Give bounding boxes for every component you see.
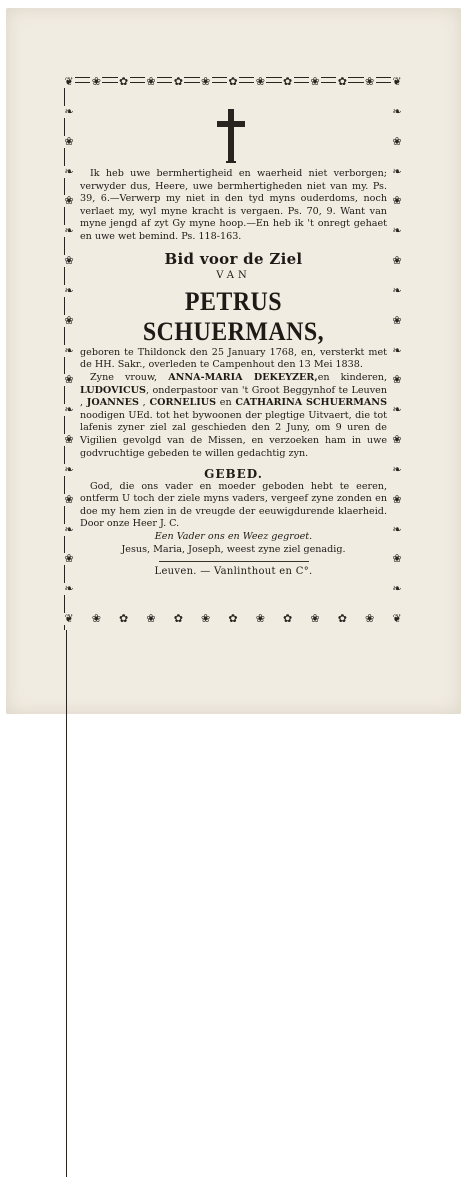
prayer-closing: Een Vader ons en Weez gegroet. [154, 531, 313, 543]
floral-ornament-icon: ❧ [392, 164, 402, 178]
floral-ornament-icon: ❧ [392, 224, 402, 238]
floral-ornament-icon: ❦ [392, 75, 402, 88]
floral-ornament-icon: ✿ [173, 75, 183, 88]
border-right [64, 630, 67, 1177]
floral-ornament-icon: ❀ [392, 194, 402, 208]
card-text [80, 168, 387, 579]
floral-ornament-icon: ❀ [64, 433, 74, 446]
child-role: , onderpastoor van 't Groot Beggynhof te Leuven , [80, 384, 387, 409]
family-announcement [80, 372, 387, 460]
floral-ornament-icon: ❀ [310, 75, 320, 88]
floral-ornament-icon: ❧ [64, 582, 74, 596]
floral-ornament-icon: ❧ [64, 462, 74, 476]
floral-ornament-icon: ❀ [392, 433, 402, 446]
floral-ornament-icon: ✿ [337, 612, 347, 625]
prayer-text: God, die ons vader en moeder geboden hebt te eeren, ontferm U toch der ziele myns vaders, vergeef zyne zonden en doe my hem zien in de vreugde der eeuwigdurende klaerheid. Door onze Heer J. C. [80, 480, 387, 530]
floral-ornament-icon: ❀ [392, 254, 402, 267]
floral-ornament-icon: ✿ [228, 612, 238, 625]
floral-ornament-icon: ❀ [64, 492, 74, 506]
floral-ornament-icon: ❀ [64, 254, 74, 267]
floral-ornament-icon: ❀ [392, 134, 402, 148]
separator: , [142, 397, 146, 409]
floral-ornament-icon: ❀ [91, 612, 101, 625]
deceased-name: PETRUS SCHUERMANS, [142, 286, 325, 346]
printer-imprint: Leuven. — Vanlinthout en C°. [154, 566, 313, 578]
floral-ornament-icon: ❀ [255, 75, 265, 88]
floral-ornament-icon: ❀ [392, 373, 402, 387]
latin-cross-icon [216, 107, 246, 163]
floral-ornament-icon: ❀ [64, 313, 74, 327]
floral-ornament-icon: ❧ [64, 403, 74, 417]
floral-ornament-icon: ✿ [228, 75, 238, 88]
floral-ornament-icon: ❧ [64, 224, 74, 238]
floral-ornament-icon: ❀ [64, 134, 74, 148]
floral-ornament-icon: ❀ [64, 194, 74, 208]
floral-ornament-icon: ❧ [392, 462, 402, 476]
wife-name: ANNA-MARIA DEKEYZER, [168, 371, 318, 383]
ejaculation-text: Jesus, Maria, Joseph, weest zyne ziel genadig. [121, 543, 346, 555]
floral-ornament-icon: ❀ [91, 75, 101, 88]
floral-ornament-icon: ❀ [365, 75, 375, 88]
floral-ornament-icon: ❀ [392, 492, 402, 506]
floral-ornament-icon: ❧ [392, 343, 402, 357]
child-name: LUDOVICUS [80, 384, 146, 396]
floral-ornament-icon: ❧ [64, 283, 74, 297]
heading-pray-for-soul: Bid voor de Ziel [164, 249, 303, 268]
scripture-verse: Ik heb uwe bermhertigheid en waerheid niet verborgen; verwyder dus, Heere, uwe bermhertigheden niet van my. Ps. 39, 6.—Verwerp my niet in den tyd myns ouderdoms, noch verlaet my, wyl myne kracht is vergaen. Ps. 70, 9. Want van myne jengd af zyt Gy myne hoop.—En heb ik 't onregt gehaet en uwe wet bemind. Ps. 118-163. [80, 168, 387, 242]
floral-ornament-icon: ❀ [365, 612, 375, 625]
family-intro: Zyne vrouw, [90, 371, 158, 383]
floral-ornament-icon: ❀ [146, 612, 156, 625]
conjunction: en [219, 397, 232, 409]
floral-ornament-icon: ❧ [392, 582, 402, 596]
and-children: en kinderen, [317, 371, 387, 383]
floral-ornament-icon: ❀ [64, 373, 74, 387]
floral-ornament-icon: ❀ [64, 552, 74, 566]
child-name: CATHARINA [235, 397, 303, 409]
floral-ornament-icon: ❧ [64, 104, 74, 118]
divider-rule [159, 561, 309, 562]
floral-ornament-icon: ❀ [255, 612, 265, 625]
floral-ornament-icon: ❀ [201, 75, 211, 88]
floral-ornament-icon: ✿ [119, 75, 129, 88]
floral-ornament-icon: ❦ [392, 612, 402, 625]
floral-ornament-icon: ✿ [283, 75, 293, 88]
floral-ornament-icon: ✿ [337, 75, 347, 88]
floral-ornament-icon: ❀ [392, 552, 402, 566]
child-name: JOANNES [86, 397, 139, 409]
floral-ornament-icon: ✿ [119, 612, 129, 625]
floral-ornament-icon: ❀ [310, 612, 320, 625]
birth-death-details: geboren te Thildonck den 25 January 1768, en, versterkt met de HH. Sakr., overleden te Campenhout den 13 Mei 1838. [80, 346, 387, 371]
floral-ornament-icon: ❀ [201, 612, 211, 625]
heading-of: VAN [216, 270, 251, 282]
floral-ornament-icon: ❀ [146, 75, 156, 88]
floral-ornament-icon: ❧ [64, 522, 74, 536]
family-invitation: noodigen UEd. tot het bywoonen der plegtige Uitvaert, die tot lafenis zyner ziel zal geschieden den 2 Juny, om 9 uren de Vigilien gevolgd van de Missen, en verzoeken ham in uwe godvruchtige gebeden te willen gedachtig zyn. [80, 409, 387, 459]
floral-ornament-icon: ❧ [392, 104, 402, 118]
floral-ornament-icon: ❧ [392, 522, 402, 536]
floral-ornament-icon: ✿ [173, 612, 183, 625]
floral-ornament-icon: ❧ [392, 283, 402, 297]
child-name: CORNELIUS [149, 397, 217, 409]
floral-ornament-icon: ❦ [64, 75, 74, 88]
floral-ornament-icon: ❧ [64, 343, 74, 357]
floral-ornament-icon: ✿ [283, 612, 293, 625]
heading-prayer: GEBED. [204, 467, 263, 482]
floral-ornament-icon: ❧ [392, 403, 402, 417]
floral-ornament-icon: ❦ [64, 612, 74, 625]
family-surname: SCHUERMANS [305, 397, 388, 409]
floral-ornament-icon: ❧ [64, 164, 74, 178]
floral-ornament-icon: ❀ [392, 313, 402, 327]
